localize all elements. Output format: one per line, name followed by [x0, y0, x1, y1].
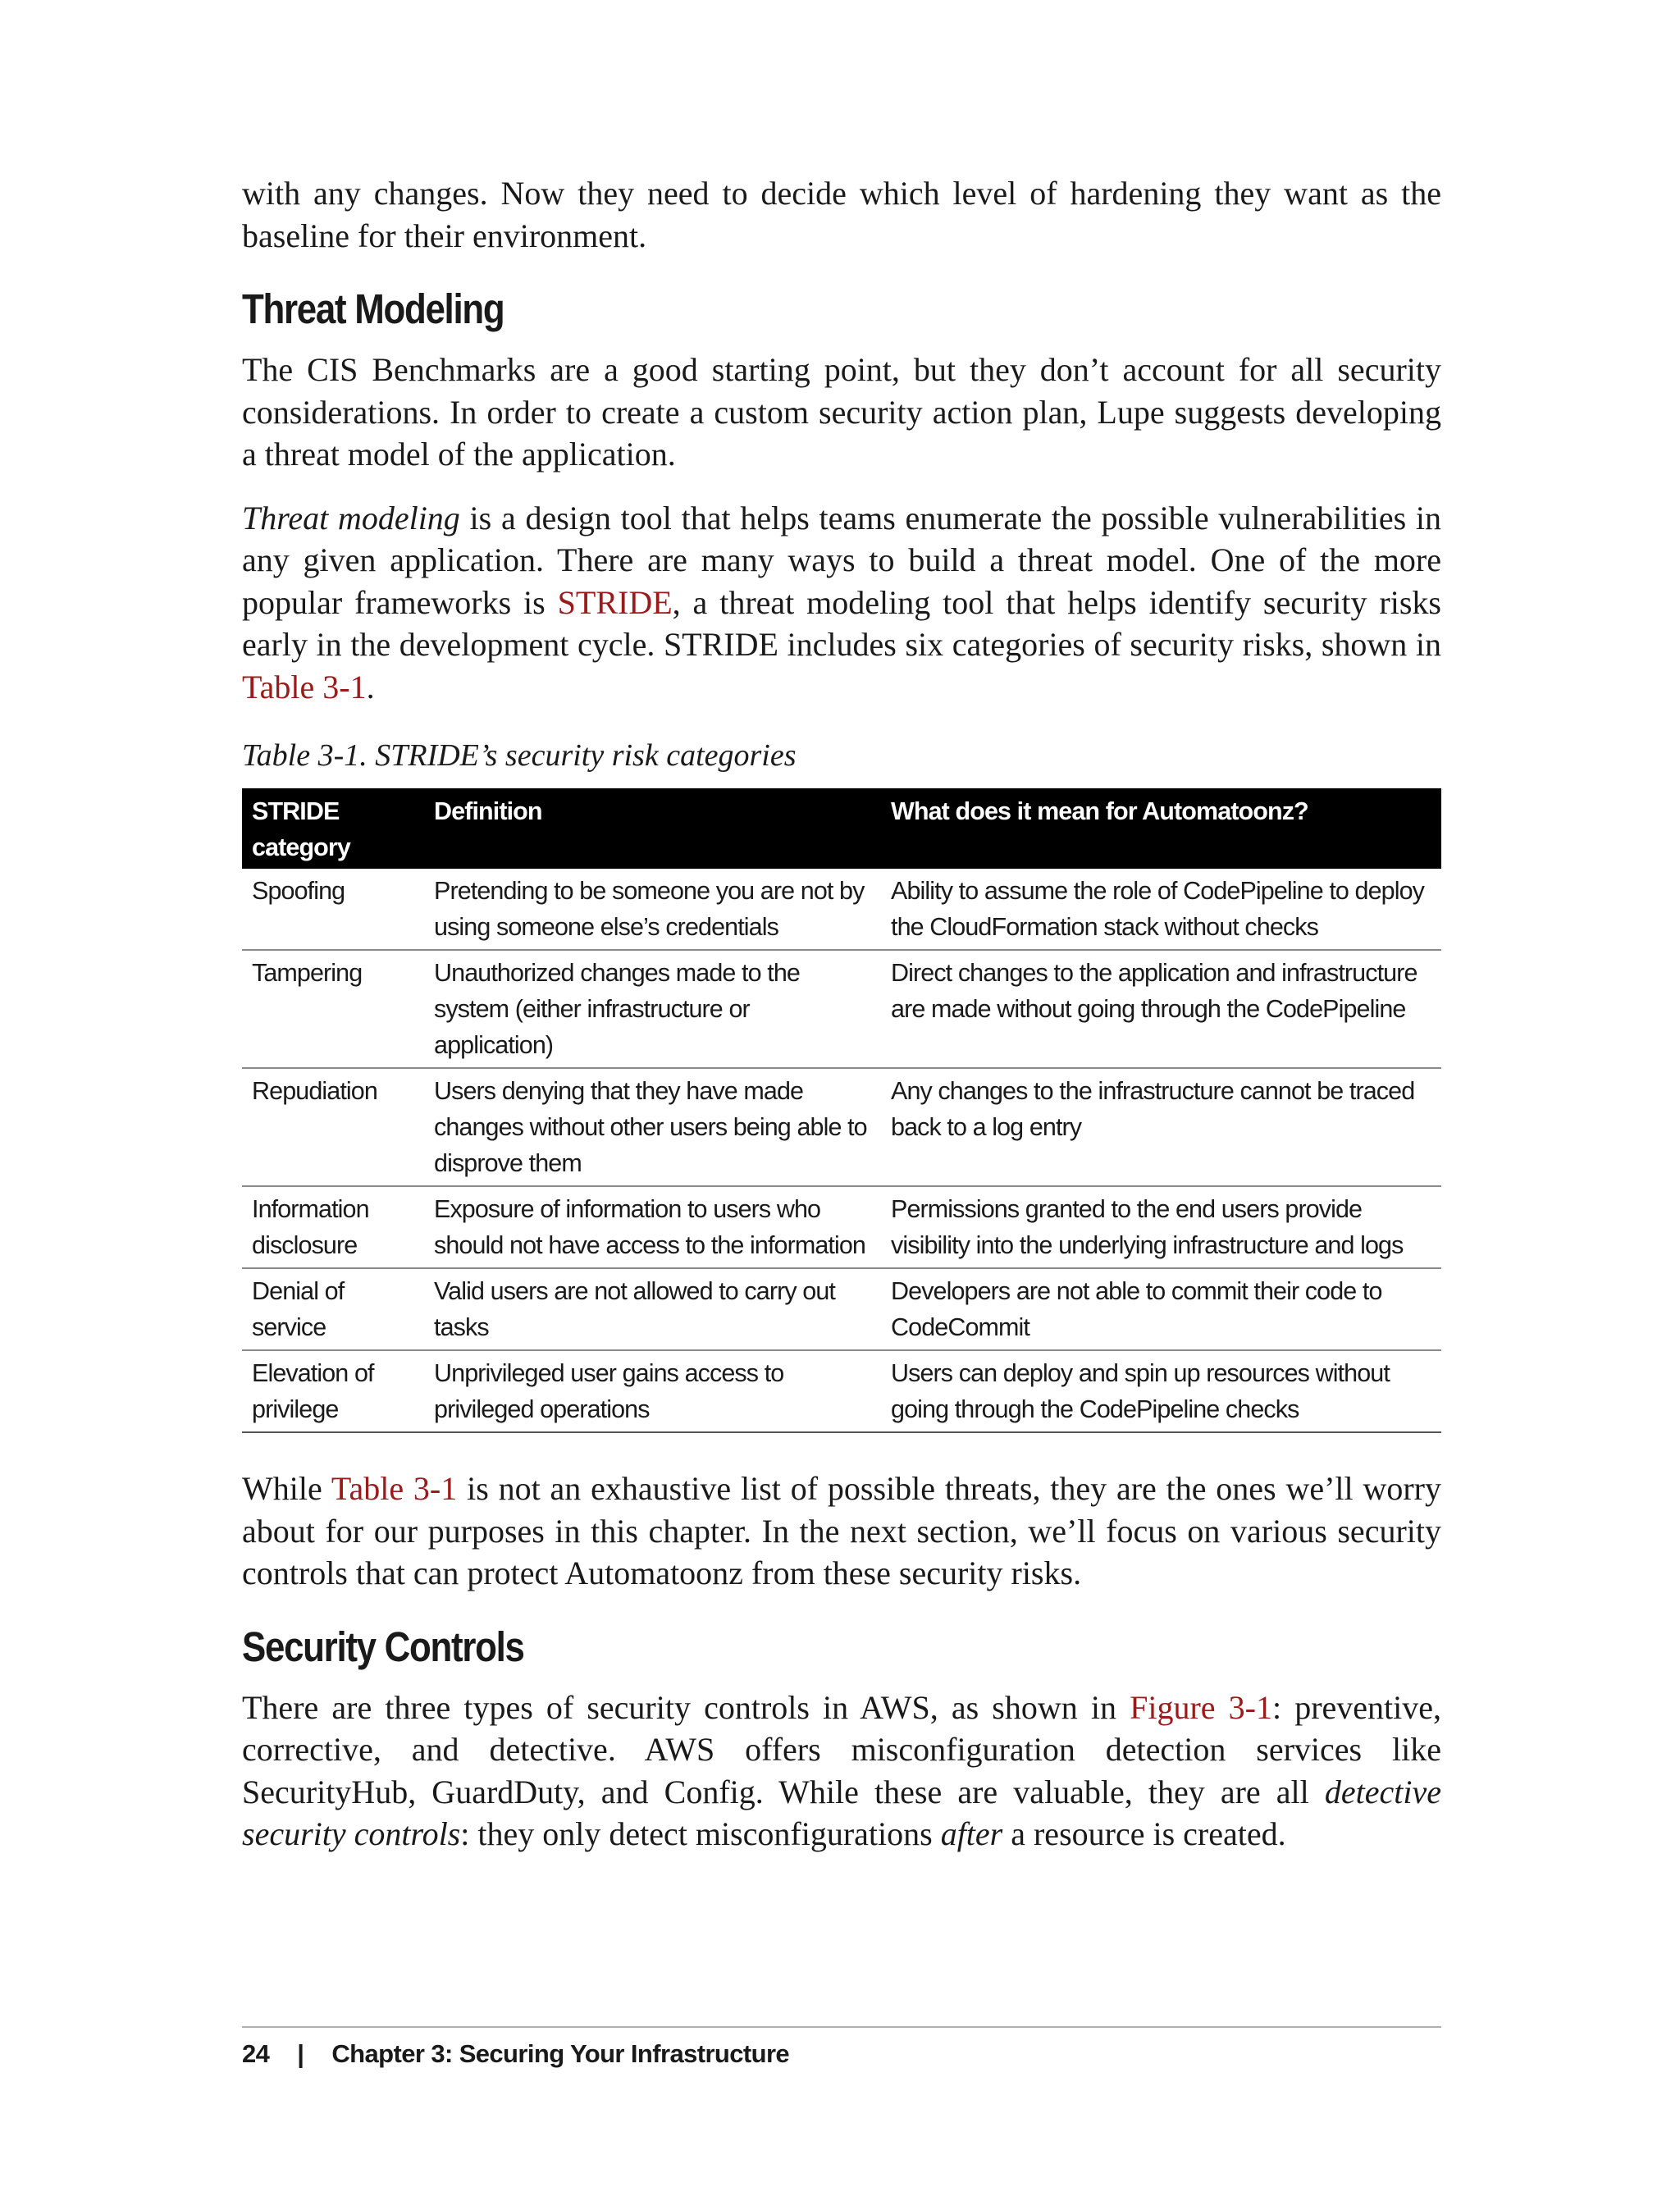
controls-paragraph — [242, 1687, 1441, 1856]
row-meaning: Permissions granted to the end users provide visibility into the underlying infrastructure and logs — [881, 1186, 1441, 1268]
table-header-row — [242, 788, 1441, 869]
controls-text-c: : they only detect misconfigurations — [460, 1815, 941, 1852]
row-category: Elevation of privilege — [242, 1350, 424, 1432]
after-table-start: While — [242, 1470, 331, 1507]
row-category: Spoofing — [242, 869, 424, 950]
after-table-paragraph — [242, 1468, 1441, 1595]
table-caption: Table 3-1. STRIDE’s security risk categories — [242, 738, 797, 773]
row-definition: Unauthorized changes made to the system (either infrastructure or application) — [424, 950, 881, 1068]
row-category: Information disclosure — [242, 1186, 424, 1268]
threat-paragraph-2-text-a: is a design tool that helps teams enumerate the possible vulnerabilities in any given application. There are many ways to build a threat model. One of the more popular frameworks is — [242, 499, 1442, 621]
detective-controls-term: detective security controls — [242, 1773, 1441, 1852]
threat-paragraph-2-end: . — [366, 668, 375, 705]
row-meaning: Any changes to the infrastructure cannot be traced back to a log entry — [881, 1068, 1441, 1186]
threat-paragraph-2-text-b: , a threat modeling tool that helps identify security risks early in the development cycle. STRIDE includes six categories of security risks, shown in — [242, 583, 1441, 663]
header-category: STRIDE category — [242, 788, 424, 869]
footer-divider — [242, 2026, 1441, 2028]
table-row — [242, 1350, 1441, 1432]
table-3-1-link[interactable]: Table 3-1 — [242, 668, 367, 705]
controls-text-a: There are three types of security controls in AWS, as shown in — [242, 1688, 1130, 1726]
table-row — [242, 869, 1441, 950]
table-row — [242, 1068, 1441, 1186]
row-definition: Unprivileged user gains access to privileged operations — [424, 1350, 881, 1432]
controls-text-d: a resource is created. — [1002, 1815, 1286, 1852]
table-row — [242, 1186, 1441, 1268]
header-meaning: What does it mean for Automatoonz? — [881, 788, 1441, 869]
stride-table — [242, 788, 1441, 1433]
table-row — [242, 1268, 1441, 1350]
security-controls-heading: Security Controls — [242, 1623, 524, 1670]
page-content — [242, 172, 1441, 1856]
after-table-rest: is not an exhaustive list of possible threats, they are the ones we’ll worry about for our purposes in this chapter. In the next section, we’ll focus on various security controls that can protect Automatoonz from these security risks. — [242, 1470, 1441, 1591]
row-meaning: Direct changes to the application and infrastructure are made without going through the CodePipeline — [881, 950, 1441, 1068]
row-category: Denial of service — [242, 1268, 424, 1350]
row-meaning: Ability to assume the role of CodePipeline to deploy the CloudFormation stack without checks — [881, 869, 1441, 950]
table-row — [242, 950, 1441, 1068]
row-category: Tampering — [242, 950, 424, 1068]
figure-3-1-link[interactable]: Figure 3-1 — [1130, 1688, 1272, 1726]
page-number: 24 — [242, 2039, 270, 2068]
stride-link[interactable]: STRIDE — [557, 583, 673, 621]
page-footer — [242, 2038, 789, 2070]
controls-text-b: : preventive, corrective, and detective. AWS offers misconfiguration detection services like SecurityHub, GuardDuty, and Config. While these are valuable, they are all — [242, 1688, 1442, 1810]
chapter-title: Chapter 3: Securing Your Infrastructure — [331, 2039, 790, 2068]
threat-paragraph-2 — [242, 497, 1441, 709]
row-definition: Users denying that they have made changes without other users being able to disprove them — [424, 1068, 881, 1186]
row-category: Repudiation — [242, 1068, 424, 1186]
header-definition: Definition — [424, 788, 881, 869]
row-definition: Valid users are not allowed to carry out tasks — [424, 1268, 881, 1350]
threat-modeling-term: Threat modeling — [242, 499, 460, 536]
threat-paragraph-1: The CIS Benchmarks are a good starting point, but they don’t account for all security considerations. In order to create a custom security action plan, Lupe suggests developing a threat model of the application. — [242, 351, 1441, 472]
row-definition: Pretending to be someone you are not by using someone else’s credentials — [424, 869, 881, 950]
row-definition: Exposure of information to users who should not have access to the information — [424, 1186, 881, 1268]
after-emphasis: after — [940, 1815, 1003, 1852]
row-meaning: Users can deploy and spin up resources without going through the CodePipeline checks — [881, 1350, 1441, 1432]
intro-paragraph: with any changes. Now they need to decide which level of hardening they want as the baseline for their environment. — [242, 175, 1441, 254]
row-meaning: Developers are not able to commit their code to CodeCommit — [881, 1268, 1441, 1350]
table-3-1-link[interactable]: Table 3-1 — [331, 1470, 458, 1507]
threat-modeling-heading: Threat Modeling — [242, 285, 504, 332]
footer-separator: | — [297, 2039, 304, 2068]
